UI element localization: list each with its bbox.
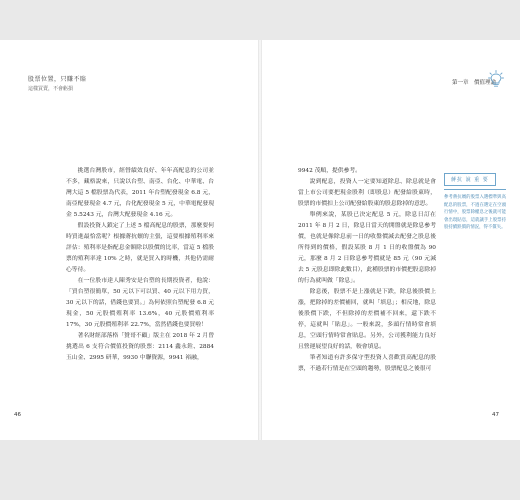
book-title: 股票位置，只賺不賠 xyxy=(28,76,87,83)
page-number-right: 47 xyxy=(492,412,499,418)
right-page xyxy=(262,40,520,440)
chapter-header: 第一章 價值理論 xyxy=(452,80,497,86)
right-page-body xyxy=(298,166,436,375)
paragraph: 挑選台灣股市，經營績效良好、年年高配息的公司並不多，藏格說來，只說以台塑、南亞、台化、中華電、台灣大這 5 檔股票為代表，2011 年台塑配發現金 6.8 元，南亞配發現金 4.7 元，台化配發現金 5 元，中華電配發現金 5.5243 元，台灣大配發現金 4.16 元。 xyxy=(66,168,214,218)
book-spread xyxy=(0,40,520,440)
page-number-left: 46 xyxy=(14,412,21,418)
side-note xyxy=(444,166,506,232)
paragraph: 說到配息，投資人一定要知道除息、除息就是會當上市公司要把現金股利（即股息）配發給股東時，股票的市價扣上公司配發給股東的股息除掉的意思。 xyxy=(298,179,436,207)
paragraph: 假設投資人鎖定了上述 5 檔高配息的股票，那麼要何時買進最恰當呢？根據蔣抗嬪的主張，這要根據殖利率來評估：殖利率是指配息金額除以股價的比率，當這 5 檔股票的殖利率達 10% 之時，就是買入的時機，其他仍需耐心等待。 xyxy=(66,223,214,273)
book-subtitle: 這樣買賣，不會虧損 xyxy=(28,86,74,92)
paragraph: 舉例來說，某股已決定配息 5 元，除息日訂在 2011 年 8 月 2 日，除息日當天的開盤就是除息參考價，也就是像除息前一日的收盤價減去配發之股息後所得到的價格，假設某股 8 月 1 日的收盤價為 90 元，那麼 8 月 2 日除息參考價就是 85 元（90 元減去 5 元股息即除此數目），此種股票的市價把股息除掉的行為就叫做「除息」。 xyxy=(298,212,436,284)
paragraph: 著名財經部落格「贊哥不顧」版主在 2018 年 2 月曾挑選出 6 支符合價值投資的股票：2114 鑫永銓、2884 玉山金、2995 研華，9930 中聯資源，9941 裕融， xyxy=(66,333,214,361)
paragraph: 9942 茂順，提供參考。 xyxy=(298,168,361,174)
left-page xyxy=(0,40,258,440)
running-head-left xyxy=(28,74,87,92)
paragraph: 在一位股市達人陳秀安是台塑的長期投資者，他說：「買台塑很簡單，50 元以下可以買、40 元以下用力買，30 元以下的話，借錢也要買。」為何依照台塑配發 6.8 元現金，50 元股價殖利率 13.6%，40 元股價殖利率 17%，30 元股價殖利率 22.7%，當然借錢也要買啦！ xyxy=(66,278,214,328)
left-page-body xyxy=(66,166,214,364)
side-note-label: 蔣抗 說 重 要 xyxy=(444,173,496,186)
lightbulb-icon xyxy=(488,70,504,88)
side-note-divider xyxy=(444,189,506,190)
paragraph: 除息後，股票不是上漲就是下跌，除息後股價上漲，把除掉的差價補回，就叫「填息」；相反地，除息後股價下跌，不但除掉的差價補不回來，還下跌不停，這就叫「貼息」。一般來說，多頭行情時常會填息，空頭行情時常會貼息。另外，公司獲利能力良好且營運展望良好的話，較會填息。 xyxy=(298,289,436,350)
paragraph: 筆者知道有許多保守型投資人喜歡買高配息的股票，不過若行情是在空頭的趨勢，股票配息之後很可 xyxy=(298,355,436,372)
side-note-text: 參考蔣抗嬪的股票入選標準與高配息的股票，不過在選定在空頭行情中，股票除權息之後就可能會出現貼息，這就讓手上股票持股持續跌價的情況，得不償失。 xyxy=(444,195,506,230)
